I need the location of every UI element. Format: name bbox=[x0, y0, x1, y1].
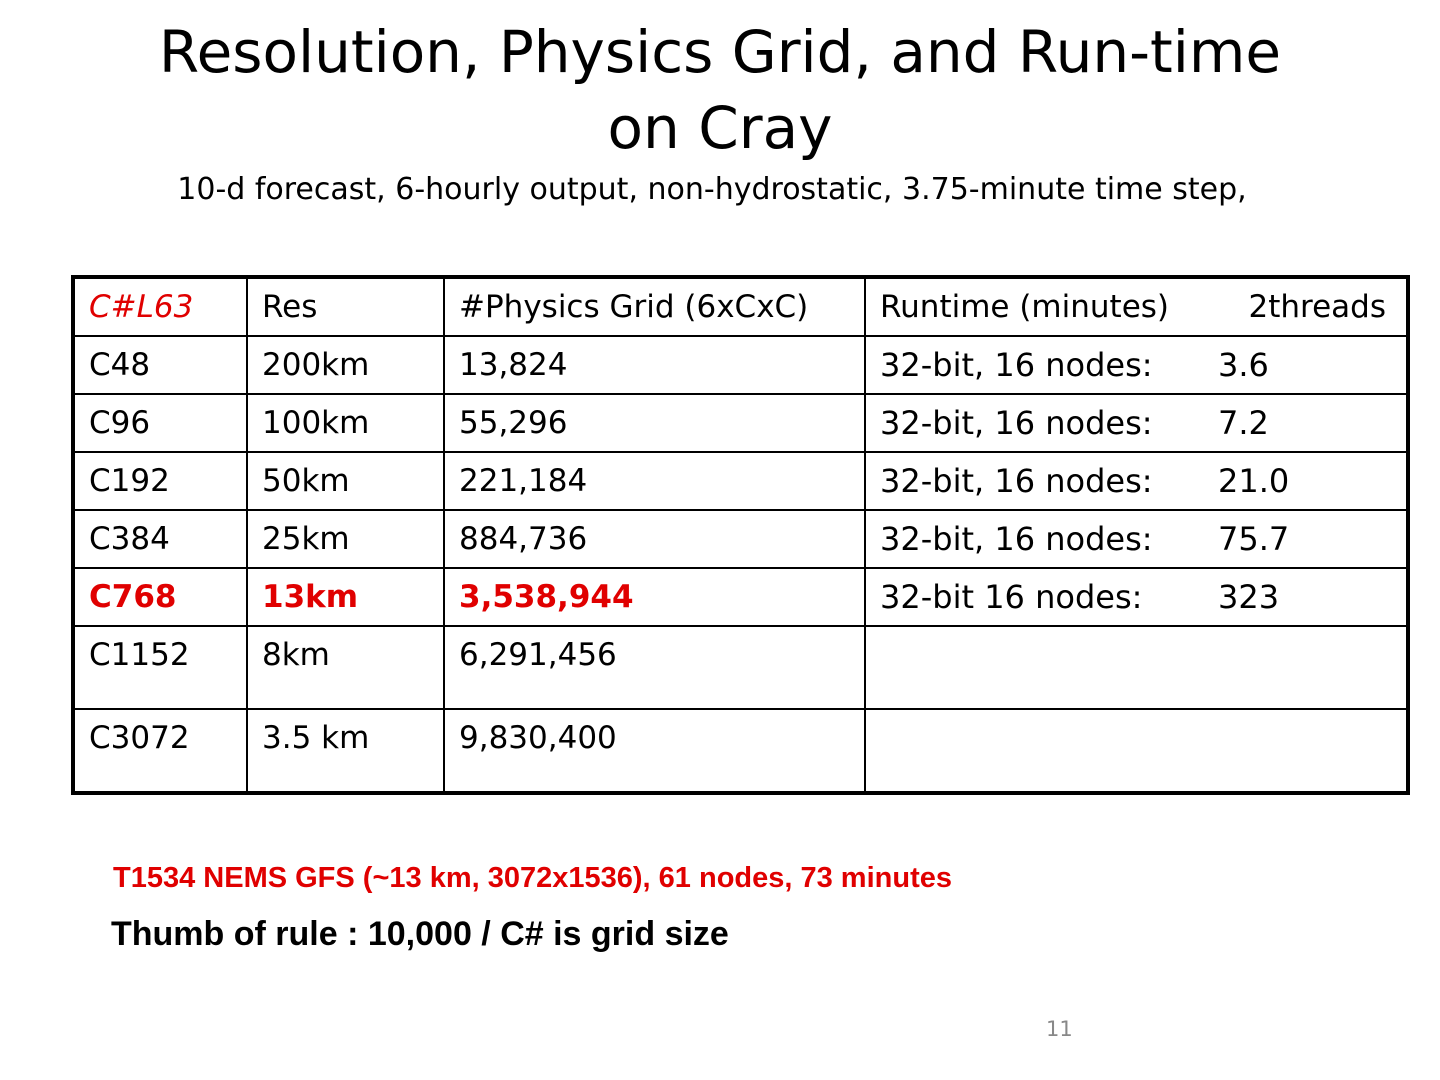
header-threads: 2threads bbox=[1248, 289, 1386, 325]
table-row bbox=[73, 626, 1408, 709]
cell-res: 25km bbox=[247, 510, 444, 568]
cell-grid: 221,184 bbox=[444, 452, 865, 510]
cell-grid: 55,296 bbox=[444, 394, 865, 452]
cell-runtime bbox=[865, 568, 1408, 626]
header-physics-grid: #Physics Grid (6xCxC) bbox=[444, 277, 865, 336]
header-runtime: Runtime (minutes) bbox=[880, 289, 1170, 325]
header-c-level: C#L63 bbox=[73, 277, 247, 336]
cell-c: C3072 bbox=[73, 709, 247, 793]
cell-grid: 13,824 bbox=[444, 336, 865, 394]
runtime-label: 32-bit, 16 nodes: bbox=[880, 346, 1153, 384]
cell-grid: 884,736 bbox=[444, 510, 865, 568]
runtime-value: 7.2 bbox=[1218, 404, 1269, 442]
cell-grid: 3,538,944 bbox=[444, 568, 865, 626]
table-row-highlighted bbox=[73, 568, 1408, 626]
cell-c: C768 bbox=[73, 568, 247, 626]
resolution-table bbox=[71, 275, 1410, 795]
table-row bbox=[73, 709, 1408, 793]
cell-res: 13km bbox=[247, 568, 444, 626]
cell-runtime bbox=[865, 510, 1408, 568]
runtime-value: 3.6 bbox=[1218, 346, 1269, 384]
cell-runtime bbox=[865, 626, 1408, 709]
runtime-value: 75.7 bbox=[1218, 520, 1290, 558]
cell-c: C96 bbox=[73, 394, 247, 452]
cell-grid: 6,291,456 bbox=[444, 626, 865, 709]
runtime-label: 32-bit, 16 nodes: bbox=[880, 520, 1153, 558]
cell-grid: 9,830,400 bbox=[444, 709, 865, 793]
slide-subtitle: 10-d forecast, 6-hourly output, non-hydrostatic, 3.75-minute time step, bbox=[177, 172, 1247, 207]
runtime-value: 323 bbox=[1218, 578, 1280, 616]
cell-c: C192 bbox=[73, 452, 247, 510]
header-runtime-cell bbox=[865, 277, 1408, 336]
table-row bbox=[73, 394, 1408, 452]
rule-of-thumb-note: Thumb of rule : 10,000 / C# is grid size bbox=[111, 915, 729, 953]
runtime-label: 32-bit, 16 nodes: bbox=[880, 404, 1153, 442]
cell-runtime bbox=[865, 452, 1408, 510]
cell-c: C48 bbox=[73, 336, 247, 394]
cell-runtime bbox=[865, 709, 1408, 793]
nems-gfs-note: T1534 NEMS GFS (~13 km, 3072x1536), 61 nodes, 73 minutes bbox=[113, 862, 952, 894]
cell-res: 100km bbox=[247, 394, 444, 452]
runtime-label: 32-bit, 16 nodes: bbox=[880, 462, 1153, 500]
runtime-label: 32-bit 16 nodes: bbox=[880, 578, 1143, 616]
table-row bbox=[73, 336, 1408, 394]
header-res: Res bbox=[247, 277, 444, 336]
cell-c: C384 bbox=[73, 510, 247, 568]
slide-title bbox=[0, 14, 1440, 166]
slide-title-line-1: Resolution, Physics Grid, and Run-time bbox=[158, 18, 1282, 86]
page-number: 11 bbox=[1046, 1017, 1073, 1041]
table-row bbox=[73, 452, 1408, 510]
cell-runtime bbox=[865, 336, 1408, 394]
runtime-value: 21.0 bbox=[1218, 462, 1290, 500]
cell-res: 50km bbox=[247, 452, 444, 510]
cell-res: 200km bbox=[247, 336, 444, 394]
cell-res: 3.5 km bbox=[247, 709, 444, 793]
table-row bbox=[73, 510, 1408, 568]
table-header-row bbox=[73, 277, 1408, 336]
cell-c: C1152 bbox=[73, 626, 247, 709]
slide-title-line-2: on Cray bbox=[607, 94, 833, 162]
cell-runtime bbox=[865, 394, 1408, 452]
cell-res: 8km bbox=[247, 626, 444, 709]
